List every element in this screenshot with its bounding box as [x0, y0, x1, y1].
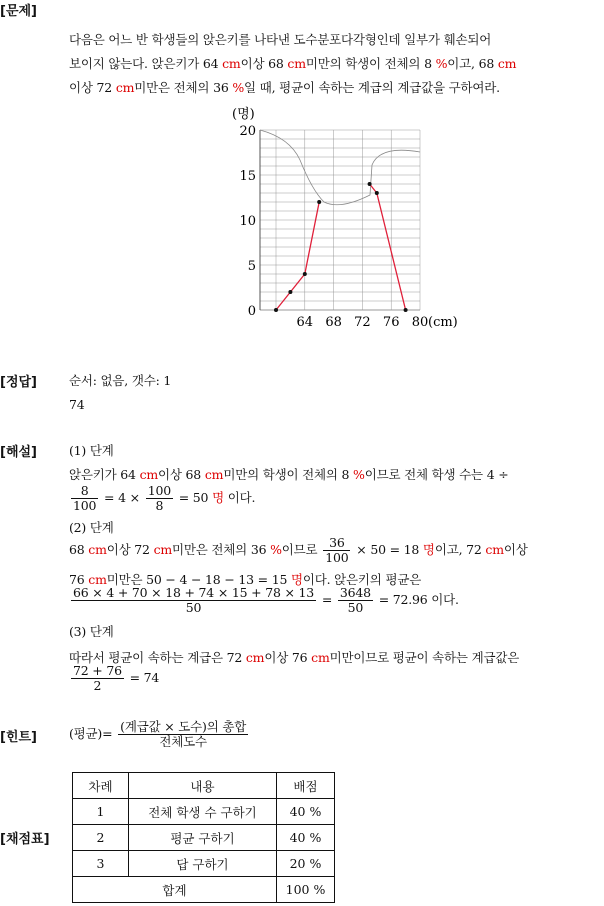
- step-2-title: (2) 단계: [69, 520, 114, 535]
- table-cell: 40 %: [277, 799, 335, 825]
- table-cell: 2: [73, 825, 129, 851]
- data-point: [274, 308, 278, 312]
- table-total-value: 100 %: [277, 877, 335, 903]
- data-point: [404, 308, 408, 312]
- solution-line-3: 68 cm이상 72 cm미만은 전체의 36 %이므로 $\frac{36}{100}$ × 50 = 18 명이고, 72 cm이상: [69, 535, 528, 565]
- table-row: [73, 799, 335, 825]
- y-tick-label: 5: [247, 259, 256, 274]
- table-header: 내용: [129, 773, 277, 799]
- solution-line-5: $\frac{66 \times 4 + 70 \times 18 + 74 \times 15 + 78 \times 13}{50}$ = $\frac{3648}{50}$ = 72.96 이다.: [73, 585, 459, 615]
- data-point: [288, 290, 292, 294]
- hint-formula: (평균)= $\frac{\text{(계급값 × 도수)의 총합}}{\text{전체도수}}$: [69, 719, 247, 749]
- table-total-label: 합계: [73, 877, 277, 903]
- data-point: [375, 191, 379, 195]
- x-tick-label: 64: [296, 315, 314, 330]
- solution-line-7: $\frac{72 + 76}{2}$ = 74: [73, 663, 160, 693]
- table-cell: 답 구하기: [129, 851, 277, 877]
- table-header: 차례: [73, 773, 129, 799]
- problem-line-2: 보이지 않는다. 앉은키가 64 cm이상 68 cm미만의 학생이 전체의 8 %이고, 68 cm: [69, 56, 517, 71]
- table-cell: 1: [73, 799, 129, 825]
- step-3-title: (3) 단계: [69, 624, 114, 639]
- x-tick-label: 80: [411, 315, 429, 330]
- y-tick-label: 20: [239, 124, 256, 139]
- data-point: [368, 182, 372, 186]
- solution-line-2: $\frac{8}{100}$ = 4 × $\frac{100}{8}$ = 50 명 이다.: [73, 483, 256, 513]
- table-cell: 40 %: [277, 825, 335, 851]
- solution-line-6: 따라서 평균이 속하는 계급은 72 cm이상 76 cm미만이므로 평균이 속하는 계급값은: [69, 650, 520, 665]
- answer-line-1: 순서: 없음, 갯수: 1: [69, 373, 172, 388]
- y-tick-label: 10: [239, 214, 256, 229]
- x-tick-label: 72: [354, 315, 371, 330]
- step-1-title: (1) 단계: [69, 443, 114, 458]
- data-point: [317, 200, 321, 204]
- table-row: [73, 825, 335, 851]
- score-table: [72, 772, 335, 903]
- hint-label: [힌트]: [0, 730, 37, 745]
- data-point: [303, 272, 307, 276]
- damaged-region-left: [260, 130, 420, 205]
- table-cell: 평균 구하기: [129, 825, 277, 851]
- y-axis-label: (명): [232, 107, 255, 122]
- table-header-row: [73, 773, 335, 799]
- y-tick-label: 15: [239, 169, 256, 184]
- table-header: 배점: [277, 773, 335, 799]
- answer-value: 74: [69, 397, 85, 412]
- table-row: [73, 851, 335, 877]
- table-cell: 20 %: [277, 851, 335, 877]
- solution-label: [해설]: [0, 445, 37, 460]
- y-tick-label: 0: [247, 304, 256, 319]
- x-tick-label: 76: [382, 315, 400, 330]
- table-cell: 전체 학생 수 구하기: [129, 799, 277, 825]
- problem-line-3: 이상 72 cm미만은 전체의 36 %일 때, 평균이 속하는 계급의 계급값을 구하여라.: [69, 80, 500, 95]
- x-tick-label: 68: [325, 315, 342, 330]
- x-axis-label: (cm): [428, 315, 458, 330]
- score-table-label: [채점표]: [0, 832, 50, 847]
- solution-line-1: 앉은키가 64 cm이상 68 cm미만의 학생이 전체의 8 %이므로 전체 학생 수는 4 ÷: [69, 467, 509, 482]
- table-cell: 3: [73, 851, 129, 877]
- frequency-polygon-chart: [220, 100, 460, 332]
- solution-line-4: 76 cm미만은 50 − 4 − 18 − 13 = 15 명이다. 앉은키의 평균은: [69, 572, 422, 587]
- answer-label: [정답]: [0, 375, 37, 390]
- table-total-row: [73, 877, 335, 903]
- problem-line-1: 다음은 어느 반 학생들의 앉은키를 나타낸 도수분포다각형인데 일부가 훼손되어: [69, 32, 492, 47]
- problem-label: [문제]: [0, 4, 37, 19]
